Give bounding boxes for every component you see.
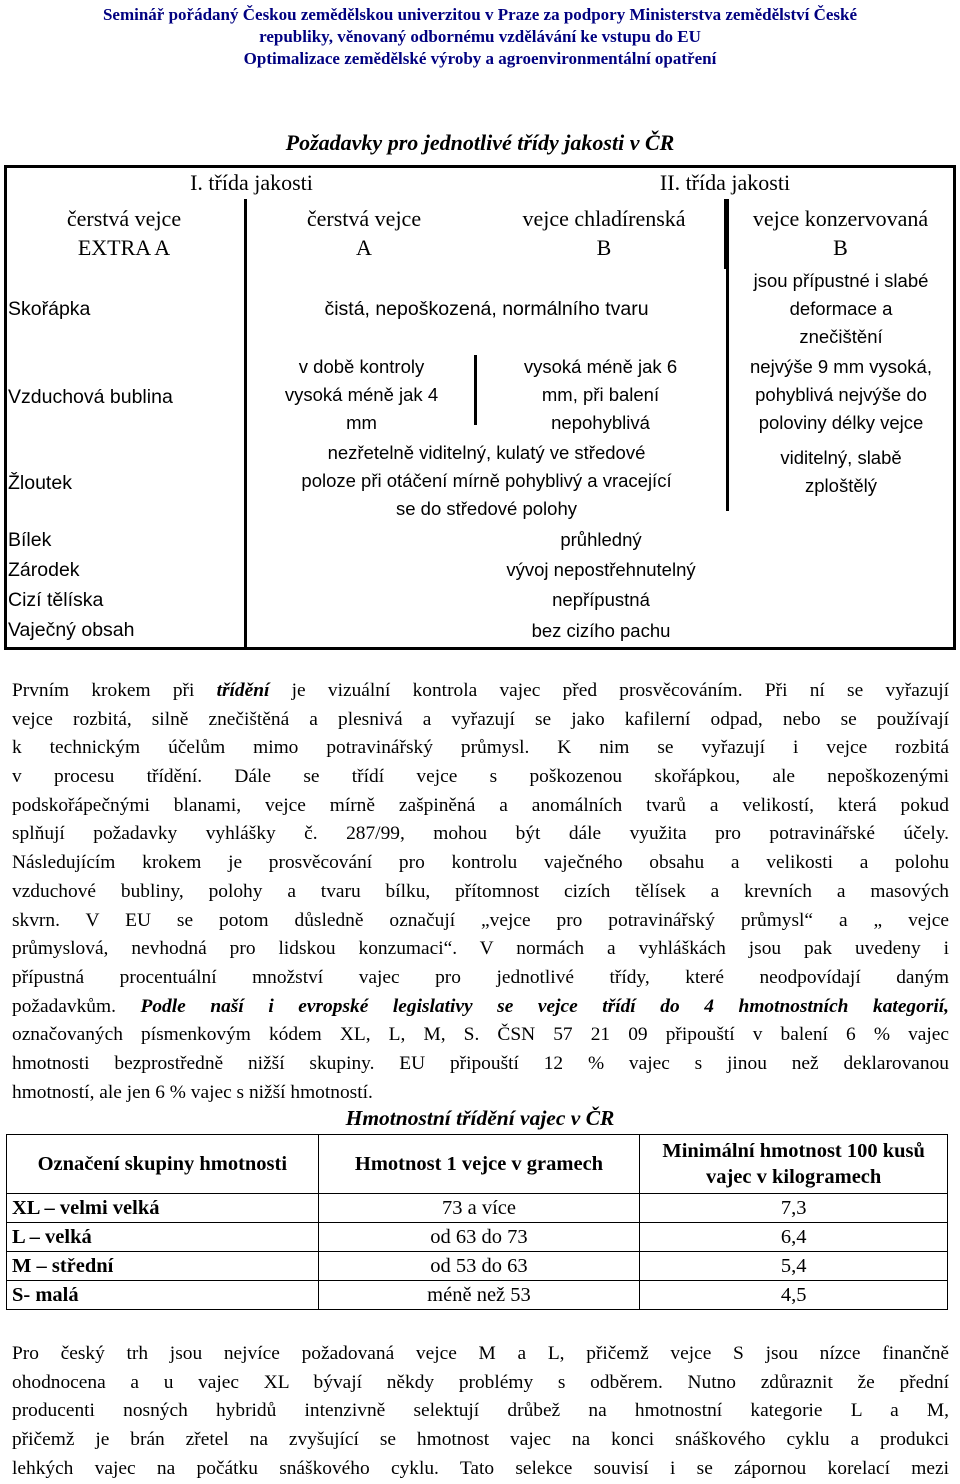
weight-value-cell: méně než 53 <box>318 1281 640 1310</box>
header-line-1: Seminář pořádaný Českou zemědělskou univerzitou v Praze za podpory Ministerstva zemědělství České <box>102 5 858 24</box>
col-header-c <box>728 201 953 265</box>
table-divider-4 <box>724 199 727 269</box>
col-header-a-line1: čerstvá vejce <box>306 206 422 231</box>
white-value: průhledný <box>560 529 642 550</box>
group-header-2: II. třída jakosti <box>659 169 791 195</box>
row-label-content: Vaječný obsah <box>8 619 135 641</box>
quality-table-title: Požadavky pro jednotlivé třídy jakosti v ČR <box>285 130 675 155</box>
weight-group-cell: M – střední <box>7 1252 319 1281</box>
min-weight-cell: 4,5 <box>640 1281 948 1310</box>
yolk-c-line2: zploštělý <box>805 475 877 496</box>
yolk-line2: poloze při otáčení mírně pohyblivý a vracející <box>301 470 672 491</box>
min-weight-cell: 5,4 <box>640 1252 948 1281</box>
col-header-b-line2: B <box>596 235 612 260</box>
yolk-c-value <box>729 437 953 507</box>
page-header <box>0 4 960 70</box>
paragraph-2-line-4: přičemž je brán zřetel na zvyšující se hmotnost vajec na konci snáškového cyklu a produkci <box>12 1429 949 1451</box>
paragraph-1-line-4: v procesu třídění. Dále se třídí vejce s poškozenou skořápkou, ale nepoškozenými <box>12 766 949 788</box>
air-a-value <box>249 351 474 439</box>
paragraph-1-line-10: průmyslová, nevhodná pro lidskou konzumaci“. V normách a vyhláškách jsou pak uvedeny i <box>12 938 949 960</box>
weight-table-header-group: Označení skupiny hmotnosti <box>7 1135 319 1194</box>
weight-table-header-min: Minimální hmotnost 100 kusů vajec v kilogramech <box>640 1135 948 1194</box>
col-header-extra-a-line1: čerstvá vejce <box>66 206 182 231</box>
paragraph-1-line-12-start: požadavkům. <box>12 995 141 1017</box>
table-row <box>7 1281 948 1310</box>
air-b-line3: nepohyblivá <box>551 412 650 433</box>
row-label-foreign: Cizí tělíska <box>8 588 104 611</box>
air-a-line2: vysoká méně jak 4 <box>284 384 439 405</box>
paragraph-1-line-1 <box>12 677 949 706</box>
group-header-1: I. třída jakosti <box>190 169 313 195</box>
air-a-line3: mm <box>346 412 377 433</box>
weight-value-cell: 73 a více <box>318 1194 640 1223</box>
min-weight-cell: 7,3 <box>640 1194 948 1223</box>
table-row <box>7 1194 948 1223</box>
col-header-a <box>249 201 479 265</box>
paragraph-1-emphasis: třídění <box>216 680 270 701</box>
weight-group-cell: S- malá <box>7 1281 319 1310</box>
paragraph-1-line-1-end: je vizuální kontrola vajec před prosvěcováním. Při ní se vyřazují <box>269 680 949 701</box>
col-header-b-line1: vejce chladírenská <box>522 206 686 231</box>
header-line-2: republiky, věnovaný odbornému vzdělávání ke vstupu do EU <box>259 27 701 46</box>
col-header-extra-a <box>4 201 244 265</box>
col-header-a-line2: A <box>356 235 372 260</box>
min-weight-cell: 6,4 <box>640 1223 948 1252</box>
header-line-3: Optimalizace zemědělské výroby a agroenvironmentální opatření <box>243 49 717 68</box>
paragraph-1-legislation-emphasis: Podle naší i evropské legislativy se vejce třídí do 4 hmotnostních kategorií, <box>140 995 949 1017</box>
col-header-c-line2: B <box>833 235 848 260</box>
paragraph-1-line-2: vejce rozbitá, silně znečištěná a plesnivá a vyřazují se jako kafilerní odpad, nebo se používají <box>12 708 949 730</box>
paragraph-1-line-6: splňují požadavky vyhlášky č. 287/99, mohou být dále využita pro potravinářské účely. <box>12 823 949 845</box>
paragraph-1-line-11: přípustná procentuální množství vajec pro jednotlivé třídy, které neodpovídají daným <box>12 966 949 988</box>
table-border-bottom <box>4 647 956 650</box>
table-row <box>7 1252 948 1281</box>
paragraph-2-line-5: lehkých vajec na počátku snáškového cyklu. Tato selekce souvisí i se zápornou korelací mezi <box>12 1457 949 1479</box>
air-b-value <box>477 351 724 439</box>
shell-c-line2: deformace a <box>789 298 893 319</box>
shell-c-line1: jsou přípustné i slabé <box>753 270 929 291</box>
col-header-c-line1: vejce konzervovaná <box>752 206 929 231</box>
col-header-b <box>484 201 724 265</box>
table-row <box>7 1223 948 1252</box>
row-label-white: Bílek <box>8 528 52 551</box>
shell-c-value <box>729 263 953 355</box>
yolk-line3: se do středové polohy <box>395 498 577 519</box>
paragraph-2-line-3: producenti nosných hybridů intenzivně selektují drůbež na hmotnostní kategorie L a M, <box>12 1400 949 1422</box>
shell-c-line3: znečištění <box>799 326 883 347</box>
yolk-line1: nezřetelně viditelný, kulatý ve středové <box>327 442 646 463</box>
air-b-line2: mm, při balení <box>541 384 660 405</box>
weight-table-header-weight: Hmotnost 1 vejce v gramech <box>318 1135 640 1194</box>
col-header-extra-a-line2: EXTRA A <box>77 235 171 260</box>
paragraph-1 <box>12 677 949 1107</box>
foreign-value: nepřípustná <box>552 589 650 610</box>
table-border-right <box>953 165 956 650</box>
row-label-yolk: Žloutek <box>8 471 72 494</box>
yolk-common-value <box>249 437 724 525</box>
content-value: bez cizího pachu <box>531 619 671 641</box>
paragraph-1-line-3: k technickým účelům mimo potravinářský průmysl. K nim se vyřazují i vejce rozbitá <box>12 737 949 759</box>
quality-table <box>4 165 956 650</box>
row-label-air-cell: Vzduchová bublina <box>8 385 173 408</box>
row-label-germ: Zárodek <box>8 558 80 581</box>
air-c-value <box>729 351 953 439</box>
yolk-c-line1: viditelný, slabě <box>780 447 902 468</box>
paragraph-2 <box>12 1340 949 1483</box>
weight-value-cell: od 53 do 63 <box>318 1252 640 1281</box>
row-label-shell: Skořápka <box>8 297 91 320</box>
weight-value-cell: od 63 do 73 <box>318 1223 640 1252</box>
paragraph-1-line-1-start: Prvním krokem při <box>12 680 217 701</box>
air-b-line1: vysoká méně jak 6 <box>523 356 678 377</box>
paragraph-1-line-9: skvrn. V EU se potom důsledně označují „vejce pro potravinářský průmysl“ a „ vejce <box>12 909 949 931</box>
paragraph-1-line-13: označovaných písmenkovým kódem XL, L, M, S. ČSN 57 21 09 připouští v balení 6 % vajec <box>12 1024 949 1046</box>
air-c-line1: nejvýše 9 mm vysoká, <box>750 356 932 377</box>
air-c-line2: pohyblivá nejvýše do <box>755 384 927 405</box>
paragraph-1-line-8: vzduchové bubliny, polohy a tvaru bílku, přítomnost cizích tělísek a krevních a masových <box>12 880 949 902</box>
paragraph-2-line-2: ohodnocena a u vajec XL bývají někdy problémy s odběrem. Nutno zdůraznit že přední <box>12 1371 949 1393</box>
weight-table <box>6 1134 948 1310</box>
paragraph-1-line-12 <box>12 993 949 1022</box>
paragraph-1-line-14: hmotnosti bezprostředně nižší skupiny. EU připouští 12 % vajec s jinou než deklarovanou <box>12 1052 949 1074</box>
shell-common-value: čistá, nepoškozená, normálního tvaru <box>324 297 649 320</box>
table-divider-1 <box>244 199 247 650</box>
air-a-line1: v době kontroly <box>298 356 425 377</box>
air-c-line3: poloviny délky vejce <box>758 412 924 433</box>
weight-table-title: Hmotnostní třídění vajec v ČR <box>345 1106 615 1130</box>
paragraph-1-line-5: podskořápečnými blanami, vejce mírně zašpiněná a anomálních tvarů a velikostí, která pokud <box>12 794 949 816</box>
germ-value: vývoj nepostřehnutelný <box>506 559 696 580</box>
paragraph-1-line-7: Následujícím krokem je prosvěcování pro kontrolu vaječného obsahu a velikosti a polohu <box>12 852 949 874</box>
paragraph-1-line-15: hmotností, ale jen 6 % vajec s nižší hmotností. <box>12 1081 373 1103</box>
weight-group-cell: XL – velmi velká <box>7 1194 319 1223</box>
weight-table-header-row <box>7 1135 948 1194</box>
paragraph-2-line-1: Pro český trh jsou nejvíce požadovaná vejce M a L, přičemž vejce S jsou nízce finančně <box>12 1343 949 1364</box>
weight-group-cell: L – velká <box>7 1223 319 1252</box>
